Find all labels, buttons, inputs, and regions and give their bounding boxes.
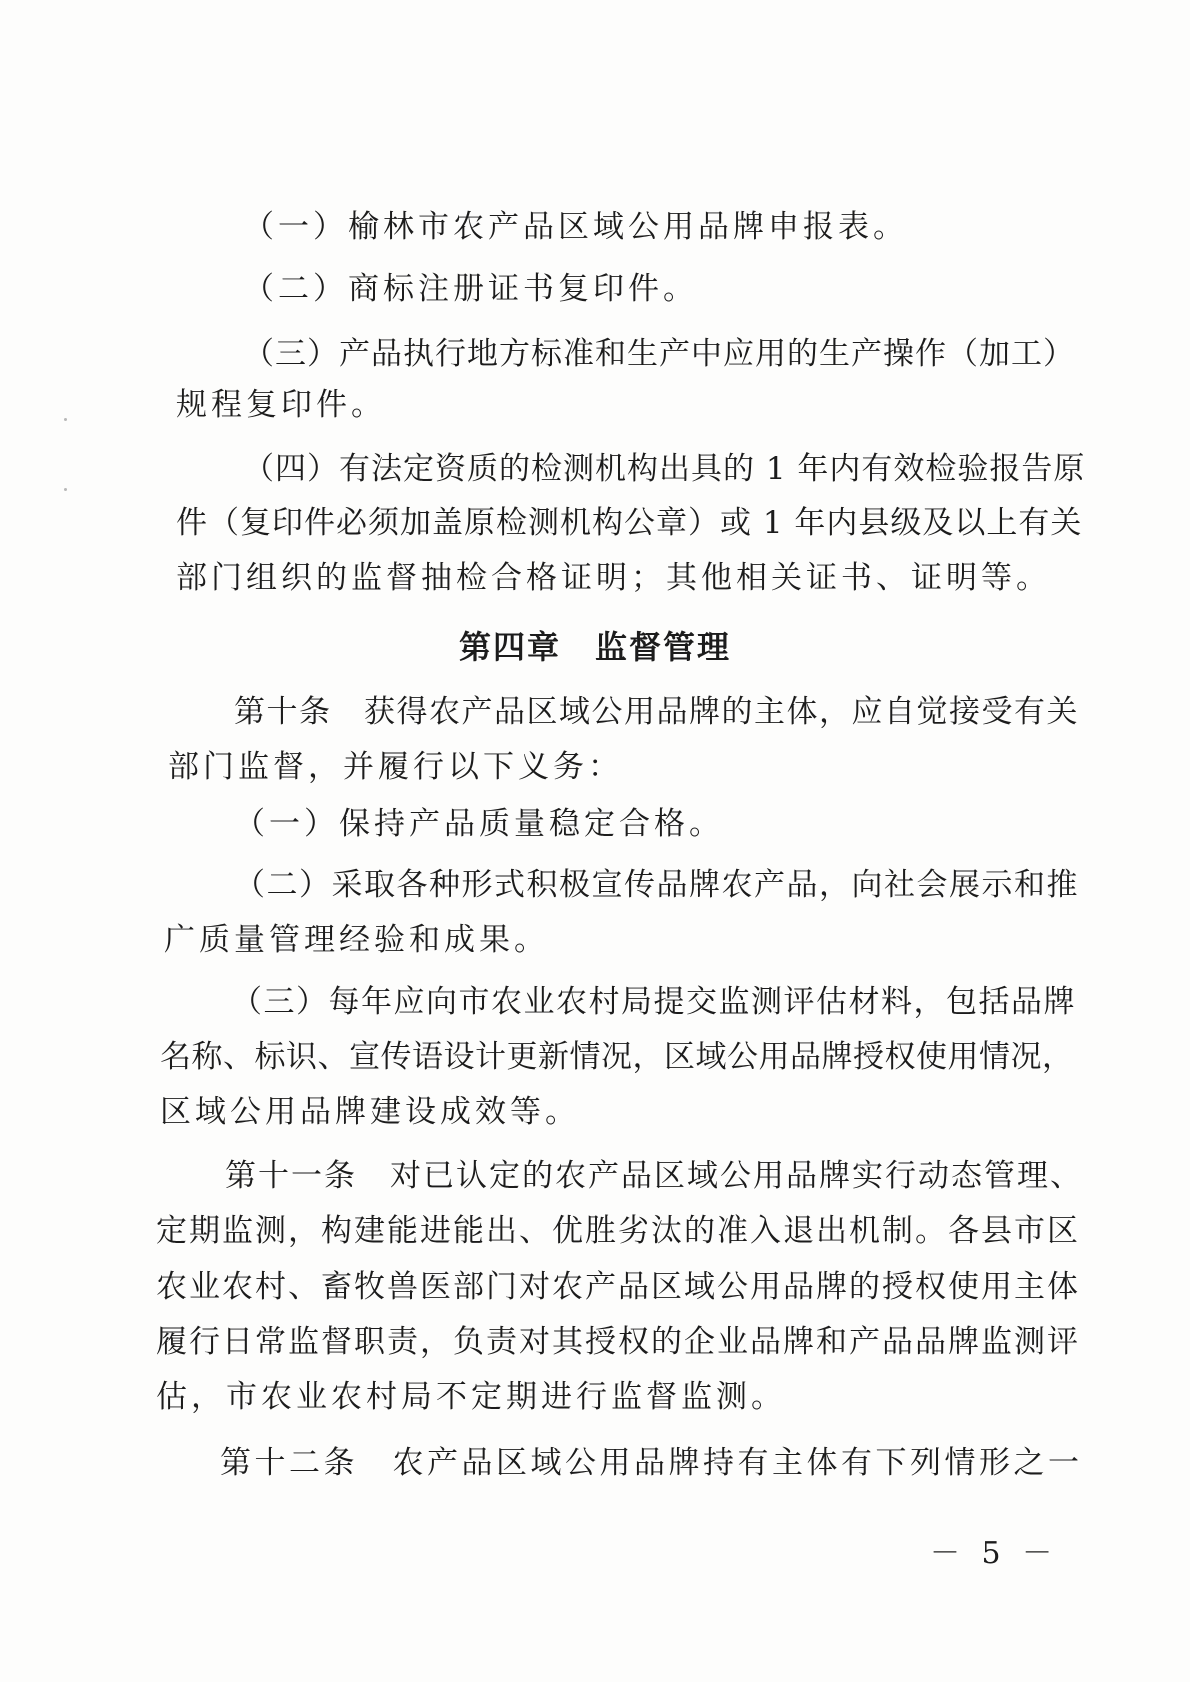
- article-10-item-2-line-1: （二）采取各种形式积极宣传品牌农产品，向社会展示和推: [234, 867, 1079, 903]
- scan-speck: [64, 418, 67, 421]
- chapter-number: 第四章: [458, 628, 561, 666]
- item-4-inspection-line-3: 部门组织的监督抽检合格证明；其他相关证书、证明等。: [176, 560, 1051, 596]
- article-10-item-3-line-2: 名称、标识、宣传语设计更新情况，区域公用品牌授权使用情况，: [160, 1039, 1074, 1075]
- article-10-item-3-line-3: 区域公用品牌建设成效等。: [160, 1094, 580, 1130]
- article-10-item-3-line-1: （三）每年应向市农业农村局提交监测评估材料，包括品牌: [231, 984, 1076, 1020]
- chapter-title: 监督管理: [595, 628, 732, 666]
- item-3-standard-line-2: 规程复印件。: [176, 387, 386, 423]
- article-10-item-2-line-2: 广质量管理经验和成果。: [164, 922, 549, 958]
- article-11-line-4: 履行日常监督职责，负责对其授权的企业品牌和产品品牌监测评: [156, 1324, 1080, 1360]
- article-10-line-2: 部门监督，并履行以下义务：: [168, 749, 623, 785]
- article-11-line-2: 定期监测，构建能进能出、优胜劣汰的准入退出机制。各县市区: [156, 1213, 1080, 1249]
- article-11-line-3: 农业农村、畜牧兽医部门对农产品区域公用品牌的授权使用主体: [156, 1269, 1080, 1305]
- article-10-line-1: 第十条 获得农产品区域公用品牌的主体，应自觉接受有关: [234, 694, 1079, 730]
- article-10-item-1: （一）保持产品质量稳定合格。: [234, 806, 724, 842]
- item-4-inspection-line-2: 件（复印件必须加盖原检测机构公章）或 1 年内县级及以上有关: [176, 505, 1083, 541]
- item-4-inspection-line-1: （四）有法定资质的检测机构出具的 1 年内有效检验报告原: [243, 451, 1086, 487]
- page-number: － 5 －: [930, 1536, 1059, 1571]
- item-2-trademark-certificate: （二）商标注册证书复印件。: [243, 271, 698, 307]
- scan-speck: [64, 488, 67, 491]
- article-11-line-5: 估，市农业农村局不定期进行监督监测。: [156, 1379, 786, 1415]
- chapter-heading: [0, 622, 1190, 668]
- item-1-application-form: （一）榆林市农产品区域公用品牌申报表。: [243, 209, 908, 245]
- article-12-line-1: 第十二条 农产品区域公用品牌持有主体有下列情形之一: [220, 1445, 1083, 1481]
- article-11-line-1: 第十一条 对已认定的农产品区域公用品牌实行动态管理、: [225, 1158, 1083, 1194]
- item-3-standard-line-1: （三）产品执行地方标准和生产中应用的生产操作（加工）: [243, 336, 1075, 372]
